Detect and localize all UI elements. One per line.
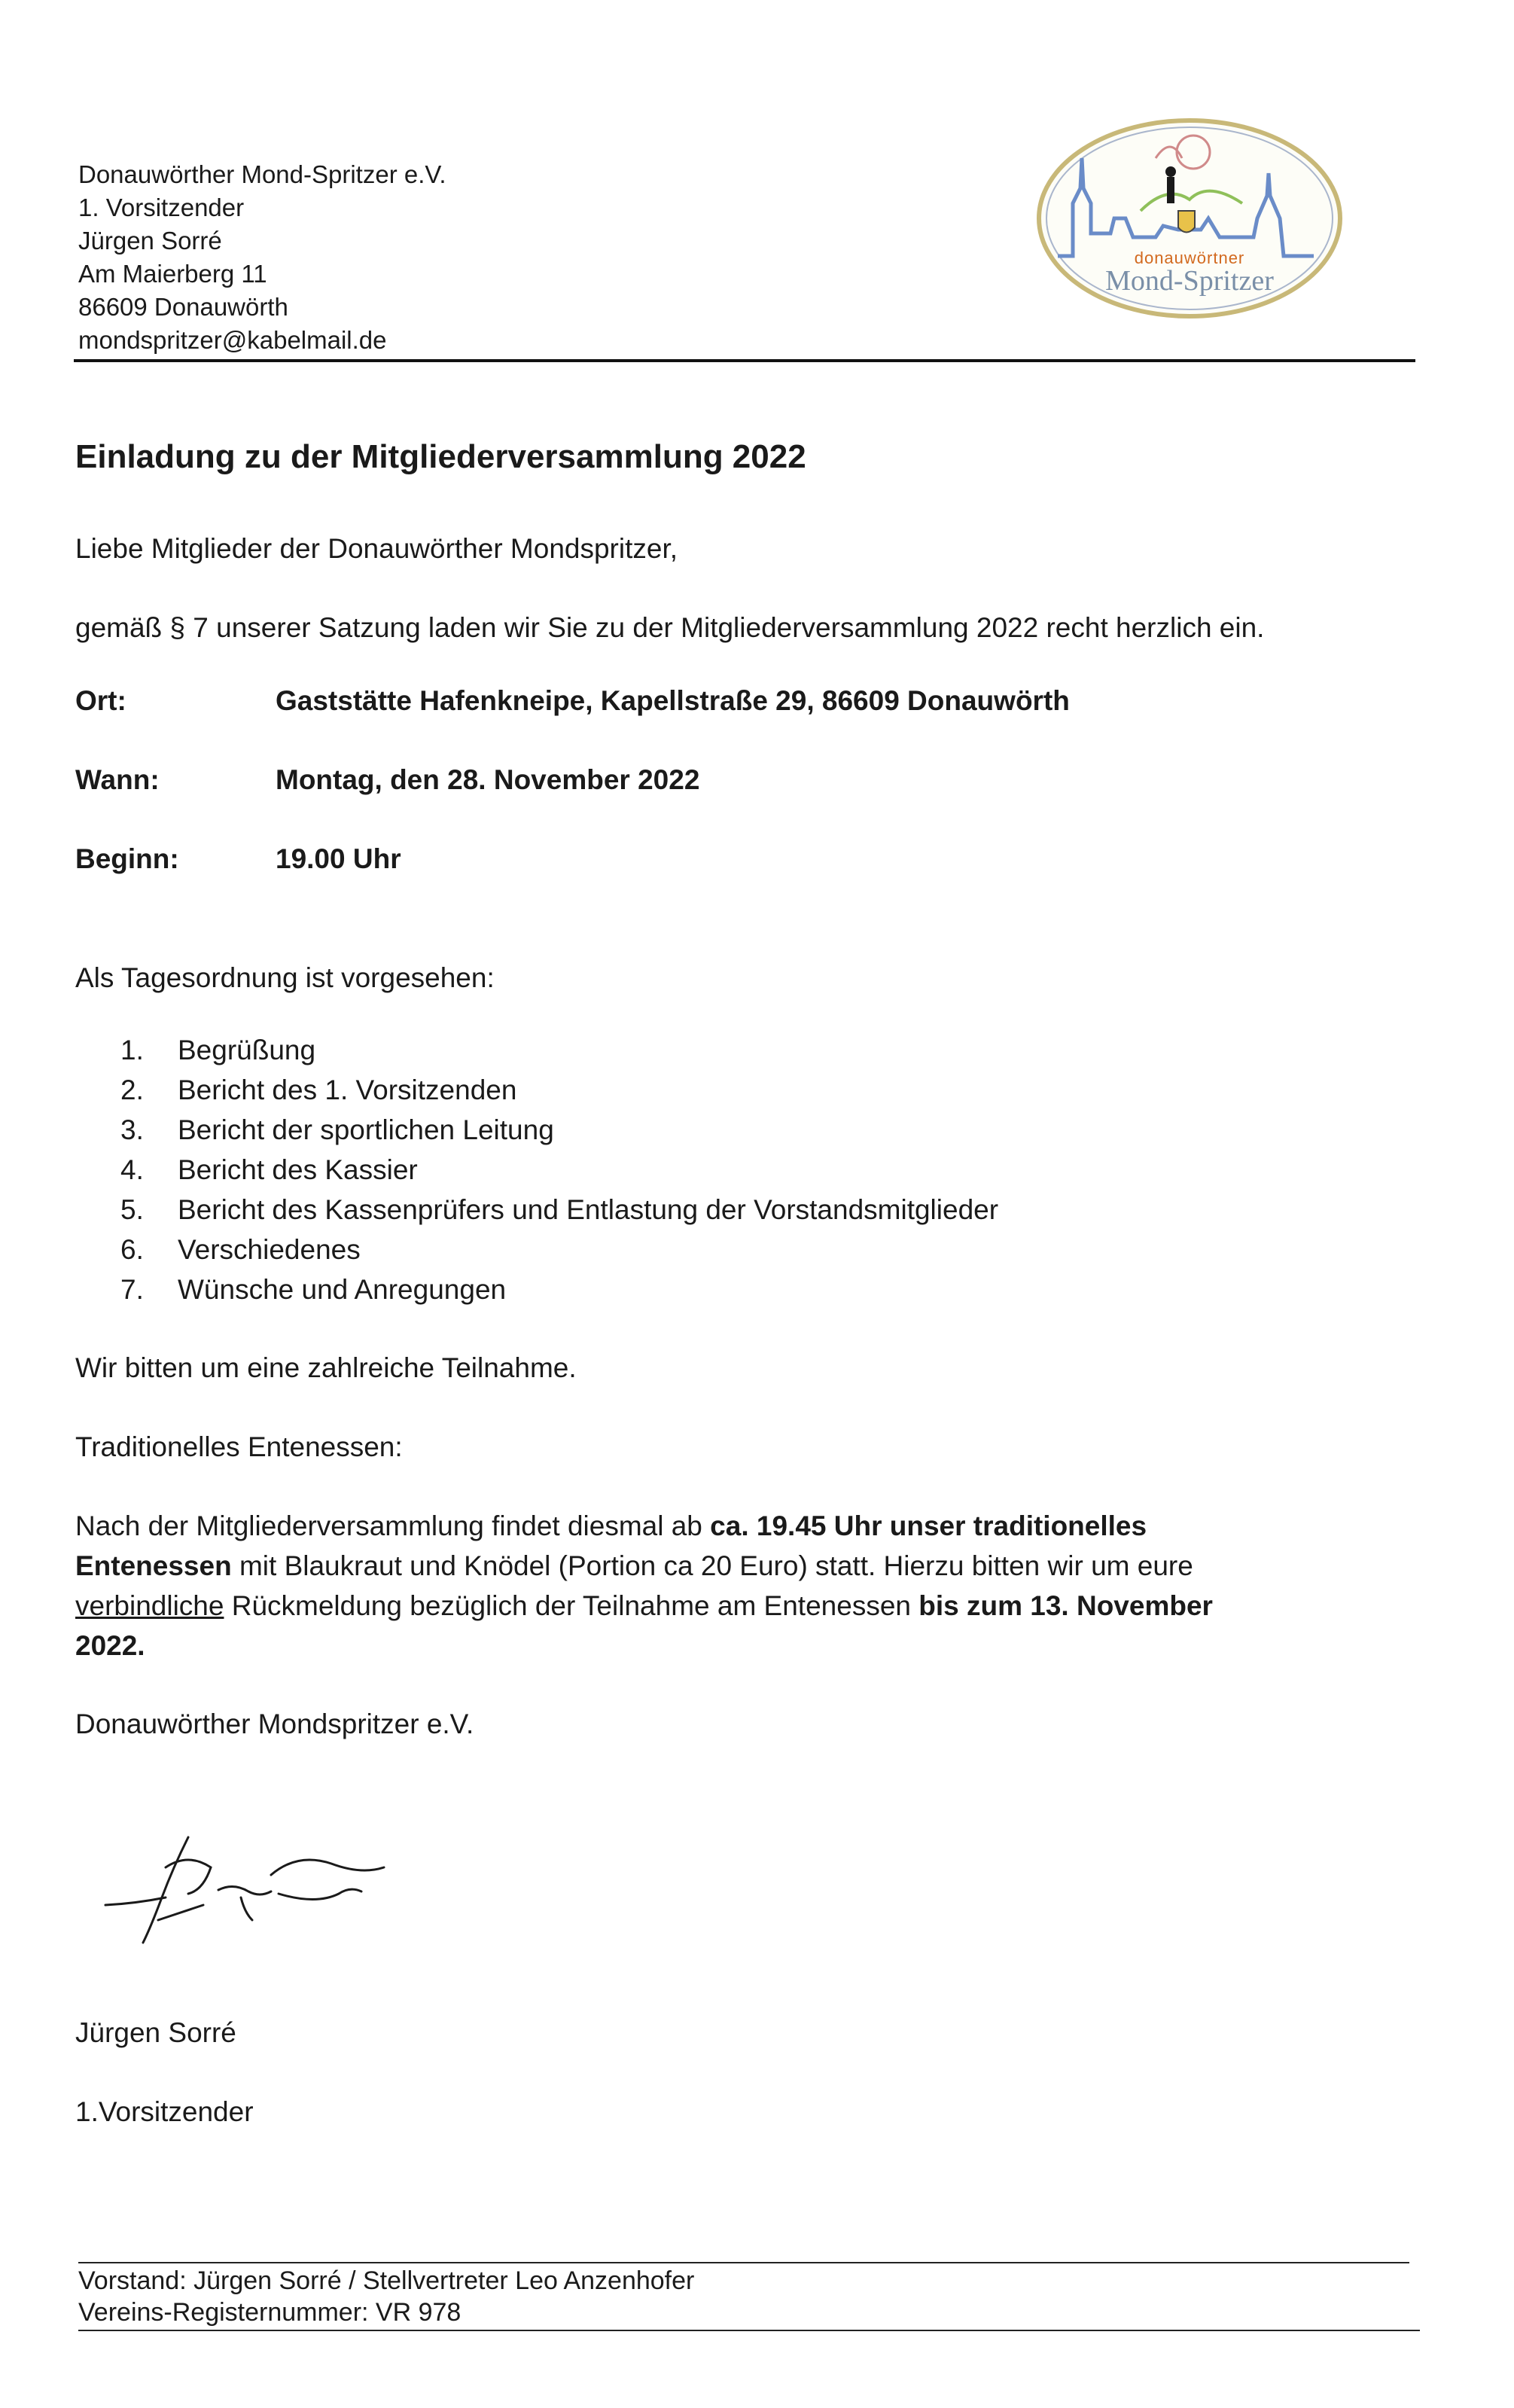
list-item [120, 1070, 998, 1110]
signature-image [90, 1822, 407, 1958]
footer-bottom-rule [78, 2330, 1420, 2331]
signatory-name: Jürgen Sorré [75, 2017, 236, 2048]
greeting: Liebe Mitglieder der Donauwörther Mondspritzer, [75, 533, 678, 564]
detail-value-beginn: 19.00 Uhr [276, 843, 401, 874]
page-title: Einladung zu der Mitgliederversammlung 2022 [75, 438, 806, 475]
dinner-heading: Traditionelles Entenessen: [75, 1431, 403, 1462]
sender-email[interactable]: mondspritzer@kabelmail.de [78, 326, 387, 354]
header-divider [74, 359, 1415, 362]
detail-value-ort: Gaststätte Hafenkneipe, Kapellstraße 29, 86609 Donauwörth [276, 685, 1070, 716]
agenda-text: Begrüßung [178, 1035, 316, 1065]
intro-paragraph: gemäß § 7 unserer Satzung laden wir Sie zu der Mitgliederversammlung 2022 recht herzlich ein. [75, 612, 1265, 643]
dinner-dish: Entenessen [75, 1550, 232, 1581]
dinner-line-4 [75, 1626, 1430, 1666]
closing-request: Wir bitten um eine zahlreiche Teilnahme. [75, 1352, 577, 1383]
agenda-text: Bericht der sportlichen Leitung [178, 1114, 554, 1145]
sender-role: 1. Vorsitzender [78, 194, 245, 221]
detail-label-beginn: Beginn: [75, 843, 179, 874]
agenda-number: 3. [120, 1114, 144, 1145]
dinner-line-1: Nach der Mitgliederversammlung findet diesmal ab ca. 19.45 Uhr unser traditionelles [75, 1510, 1147, 1541]
list-item [120, 1190, 998, 1230]
agenda-list [120, 1030, 998, 1309]
footer-top-rule [78, 2262, 1409, 2263]
dinner-line-3: verbindliche Rückmeldung bezüglich der Teilnahme am Entenessen bis zum 13. November [75, 1590, 1213, 1621]
logo-small-text: donauwörtner [1134, 248, 1245, 267]
dinner-deadline-year: 2022. [75, 1630, 145, 1661]
list-item [120, 1030, 998, 1070]
dinner-binding: verbindliche [75, 1590, 224, 1621]
dinner-time: ca. 19.45 Uhr unser traditionelles [710, 1510, 1147, 1541]
agenda-text: Verschiedenes [178, 1234, 361, 1265]
dinner-paragraph [75, 1506, 1430, 1666]
agenda-intro: Als Tagesordnung ist vorgesehen: [75, 962, 495, 993]
agenda-number: 6. [120, 1234, 144, 1265]
sender-street: Am Maierberg 11 [78, 260, 267, 288]
logo-big-text: Mond-Spritzer [1105, 265, 1274, 297]
footer-register: Vereins-Registernummer: VR 978 [78, 2298, 462, 2327]
detail-label-ort: Ort: [75, 685, 126, 716]
club-logo [1028, 105, 1351, 331]
agenda-text: Bericht des 1. Vorsitzenden [178, 1074, 517, 1105]
agenda-text: Bericht des Kassenprüfers und Entlastung der Vorstandsmitglieder [178, 1194, 999, 1225]
agenda-text: Bericht des Kassier [178, 1154, 418, 1185]
list-item [120, 1270, 998, 1309]
sender-name: Jürgen Sorré [78, 227, 222, 255]
footer-board: Vorstand: Jürgen Sorré / Stellvertreter Leo Anzenhofer [78, 2266, 695, 2295]
agenda-number: 7. [120, 1274, 144, 1305]
detail-label-wann: Wann: [75, 764, 160, 795]
agenda-number: 1. [120, 1035, 144, 1065]
agenda-number: 2. [120, 1074, 144, 1105]
dinner-deadline: bis zum 13. November [918, 1590, 1213, 1621]
sender-city: 86609 Donauwörth [78, 293, 288, 321]
list-item [120, 1110, 998, 1150]
sender-club-name: Donauwörther Mond-Spritzer e.V. [78, 160, 446, 188]
signatory-role: 1.Vorsitzender [75, 2096, 254, 2127]
dinner-line-2: Entenessen mit Blaukraut und Knödel (Portion ca 20 Euro) statt. Hierzu bitten wir um eure [75, 1550, 1193, 1581]
agenda-number: 4. [120, 1154, 144, 1185]
sender-block [78, 158, 446, 357]
list-item [120, 1230, 998, 1270]
list-item [120, 1150, 998, 1190]
agenda-text: Wünsche und Anregungen [178, 1274, 507, 1305]
detail-value-wann: Montag, den 28. November 2022 [276, 764, 700, 795]
sign-off: Donauwörther Mondspritzer e.V. [75, 1708, 474, 1739]
agenda-number: 5. [120, 1194, 144, 1225]
